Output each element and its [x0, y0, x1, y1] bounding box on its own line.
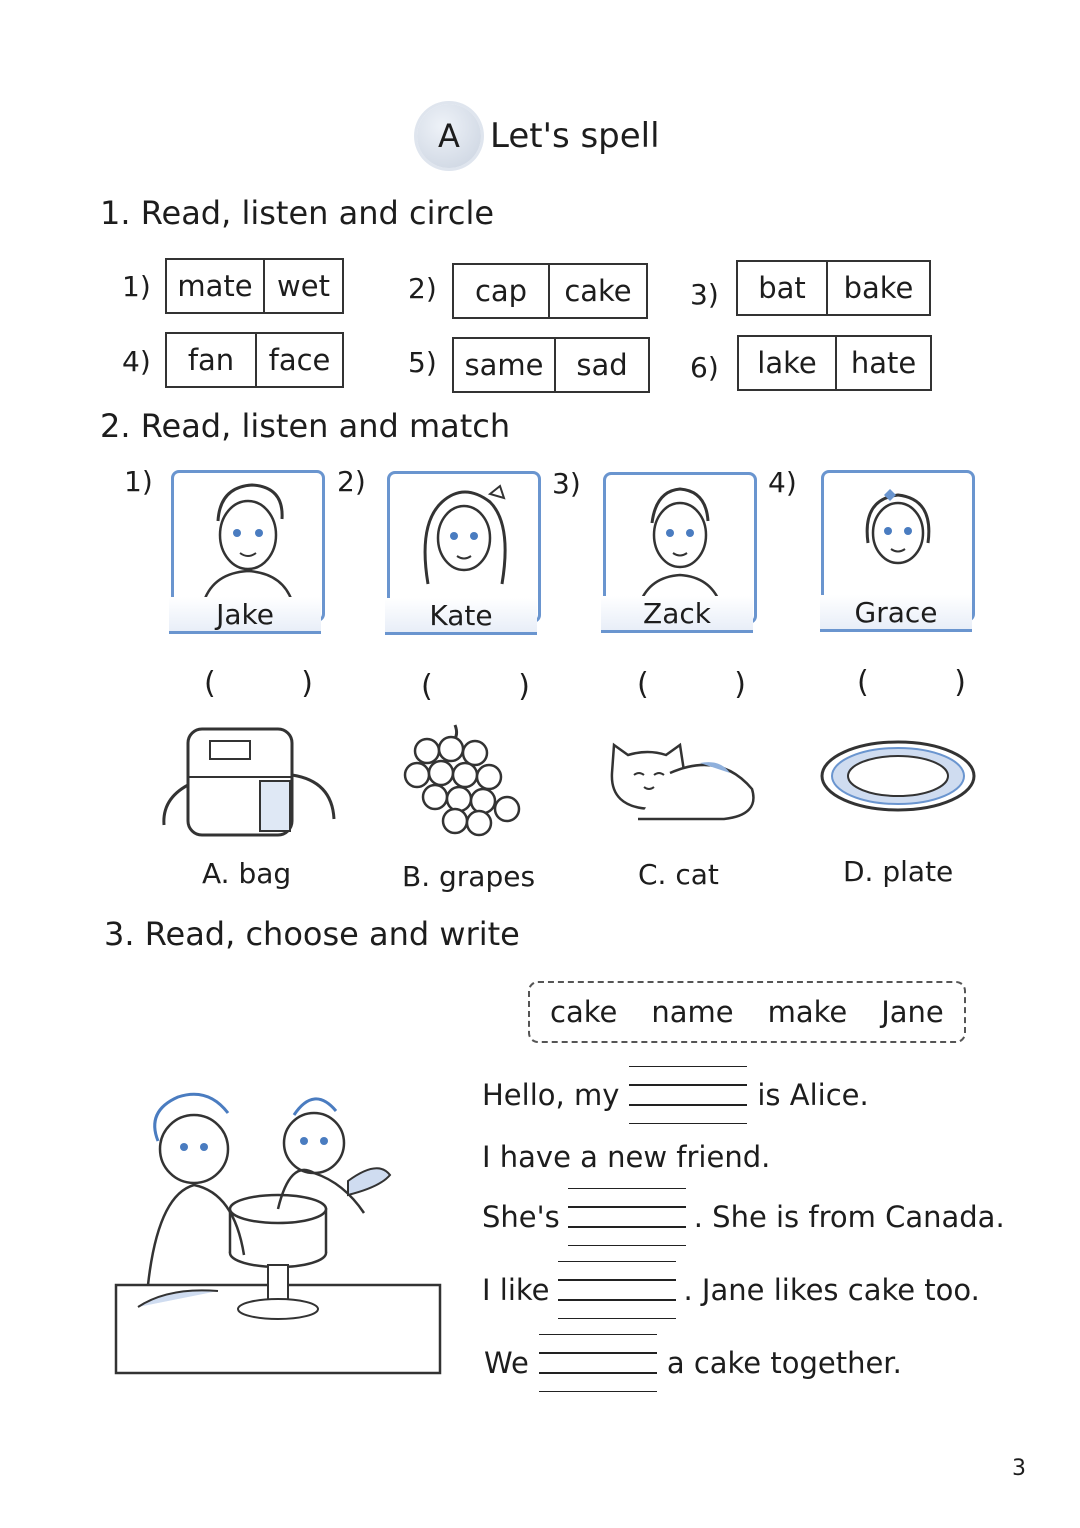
object-label: C. cat	[638, 858, 719, 891]
sentence-line	[482, 1140, 770, 1174]
word-pair[interactable]	[452, 263, 648, 319]
section2-title: 2. Read, listen and match	[100, 407, 511, 445]
item-number: 6)	[690, 351, 719, 384]
sentence-line	[482, 1078, 869, 1112]
boy-portrait-icon	[174, 473, 322, 603]
sentence-text: I have a new friend.	[482, 1140, 771, 1174]
badge-letter: A	[438, 117, 460, 155]
section3-title: 3. Read, choose and write	[104, 915, 520, 953]
word-option[interactable]: sad	[554, 339, 648, 391]
word-bank	[528, 981, 966, 1043]
name-ribbon	[169, 597, 321, 634]
cat-icon	[600, 733, 762, 825]
answer-blank[interactable]	[558, 1279, 676, 1301]
word-option[interactable]: bat	[758, 271, 806, 305]
answer-blank[interactable]	[539, 1352, 657, 1374]
item-number: 5)	[408, 346, 437, 379]
word-option[interactable]: fan	[187, 343, 235, 377]
item-number: 1)	[122, 270, 151, 303]
answer-parens[interactable]: ( )	[421, 669, 568, 704]
word-option[interactable]: cake	[548, 265, 646, 317]
person-name: Zack	[643, 596, 711, 630]
sentence-text: I like	[482, 1273, 550, 1307]
sentence-line	[484, 1346, 902, 1380]
answer-parens[interactable]: ( )	[637, 667, 784, 702]
page-title: Let's spell	[490, 116, 660, 156]
answer-parens[interactable]: ( )	[204, 666, 351, 701]
sentence-line	[482, 1200, 1005, 1234]
boy-portrait-icon	[606, 475, 754, 605]
name-ribbon	[601, 596, 753, 633]
word-option[interactable]: mate	[177, 269, 253, 303]
word-option[interactable]: cap	[474, 274, 528, 308]
name-ribbon	[385, 598, 537, 635]
section-badge	[417, 104, 481, 168]
item-number: 3)	[552, 467, 581, 500]
word-option[interactable]: bake	[826, 262, 929, 314]
person-name: Jake	[216, 597, 274, 631]
word-bank-item[interactable]: make	[767, 995, 848, 1029]
word-option[interactable]: same	[464, 348, 544, 382]
word-pair[interactable]	[165, 332, 344, 388]
item-number: 4)	[768, 466, 797, 499]
sentence-text: She's	[482, 1200, 560, 1234]
word-bank-item[interactable]: name	[651, 995, 734, 1029]
girl-portrait-icon	[390, 474, 538, 604]
word-pair[interactable]	[737, 335, 932, 391]
page-number: 3	[1012, 1456, 1026, 1481]
answer-blank[interactable]	[568, 1206, 686, 1228]
sentence-text: We	[484, 1346, 529, 1380]
word-option[interactable]: face	[255, 334, 342, 386]
sentence-text: Hello, my	[482, 1078, 620, 1112]
word-option[interactable]: lake	[757, 346, 817, 380]
answer-blank[interactable]	[629, 1084, 747, 1106]
bag-icon	[160, 715, 338, 840]
word-pair[interactable]	[736, 260, 931, 316]
word-option[interactable]: hate	[835, 337, 930, 389]
sentence-text: is Alice.	[757, 1078, 869, 1112]
girl-portrait-icon	[824, 473, 972, 603]
person-name: Kate	[429, 598, 493, 632]
word-bank-item[interactable]: Jane	[881, 995, 944, 1029]
section1-title: 1. Read, listen and circle	[100, 194, 495, 232]
sentence-text: . Jane likes cake too.	[683, 1273, 980, 1307]
object-label: B. grapes	[402, 860, 536, 893]
grapes-icon	[397, 715, 535, 843]
word-pair[interactable]	[165, 258, 344, 314]
word-option[interactable]: wet	[263, 260, 342, 312]
name-ribbon	[820, 595, 972, 632]
item-number: 2)	[337, 465, 366, 498]
sentence-text: . She is from Canada.	[693, 1200, 1005, 1234]
answer-parens[interactable]: ( )	[857, 665, 1004, 700]
item-number: 3)	[690, 278, 719, 311]
item-number: 2)	[408, 272, 437, 305]
person-name: Grace	[854, 595, 938, 629]
object-label: D. plate	[843, 855, 954, 888]
object-label: A. bag	[202, 857, 292, 890]
word-bank-item[interactable]: cake	[550, 995, 618, 1029]
plate-icon	[818, 738, 978, 814]
sentence-line	[482, 1273, 980, 1307]
sentence-text: a cake together.	[666, 1346, 902, 1380]
item-number: 4)	[122, 345, 151, 378]
girls-baking-illustration-icon	[108, 1085, 443, 1380]
item-number: 1)	[124, 465, 153, 498]
word-pair[interactable]	[452, 337, 650, 393]
